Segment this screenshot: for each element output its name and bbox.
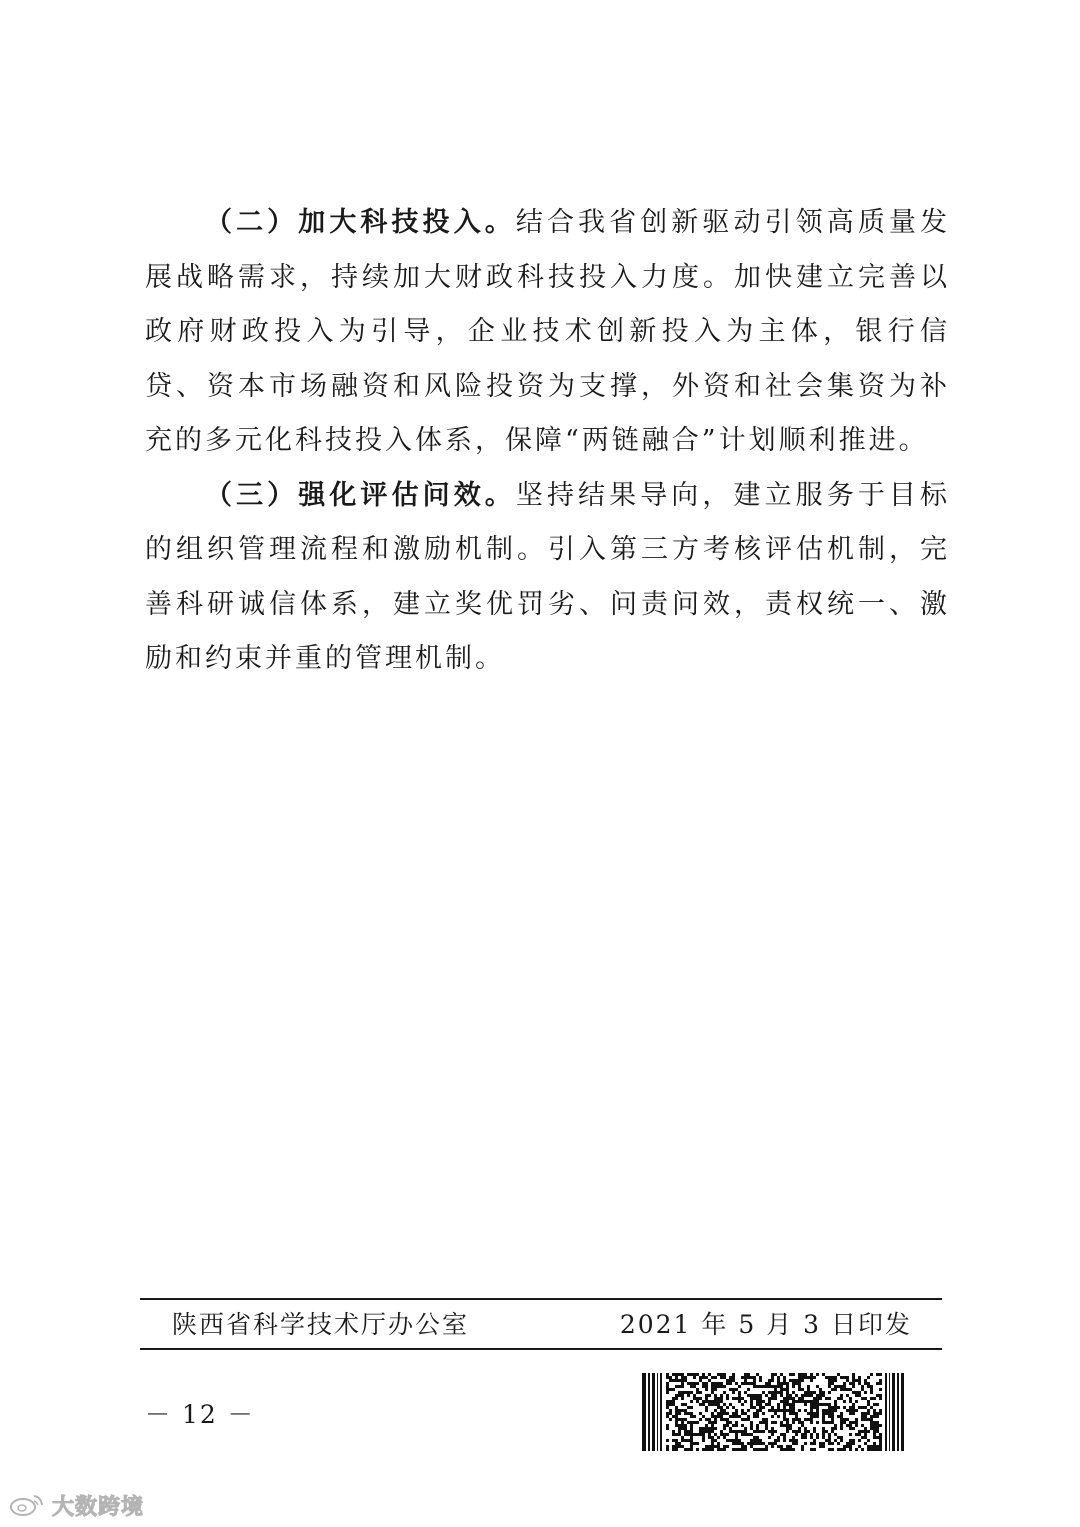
paragraph-increase-investment (145, 196, 950, 469)
watermark-text: 大数跨境 (52, 1494, 145, 1520)
paragraph-heading: （三）强化评估问效。 (205, 479, 516, 511)
issuer-name: 陕西省科学技术厅办公室 (172, 1310, 470, 1339)
document-body (145, 196, 950, 687)
paragraph-heading: （二）加大科技投入。 (205, 207, 516, 238)
paragraph-strengthen-evaluation (145, 469, 950, 687)
paragraph-text: 坚持结果导向，建立服务于目标的组织管理流程和激励机制。引入第三方考核评估机制，完善科研诚信体系，建立奖优罚劣、问责问效，责权统一、激励和约束并重的管理机制。 (145, 479, 951, 674)
footer-top-rule (140, 1298, 942, 1300)
2d-barcode-icon (642, 1373, 904, 1451)
paragraph-text: 结合我省创新驱动引领高质量发展战略需求，持续加大财政科技投入力度。加快建立完善以政府财政投入为引导，企业技术创新投入为主体，银行信贷、资本市场融资和风险投资为支撑，外资和社会集资为补充的多元化科技投入体系，保障“两链融合”计划顺利推进。 (145, 207, 951, 456)
watermark (8, 1490, 144, 1520)
issue-date: 2021 年 5 月 3 日印发 (619, 1310, 912, 1339)
weibo-logo-icon (8, 1492, 48, 1518)
page-number: － 12 － (145, 1400, 255, 1429)
footer-bottom-rule (140, 1348, 942, 1350)
